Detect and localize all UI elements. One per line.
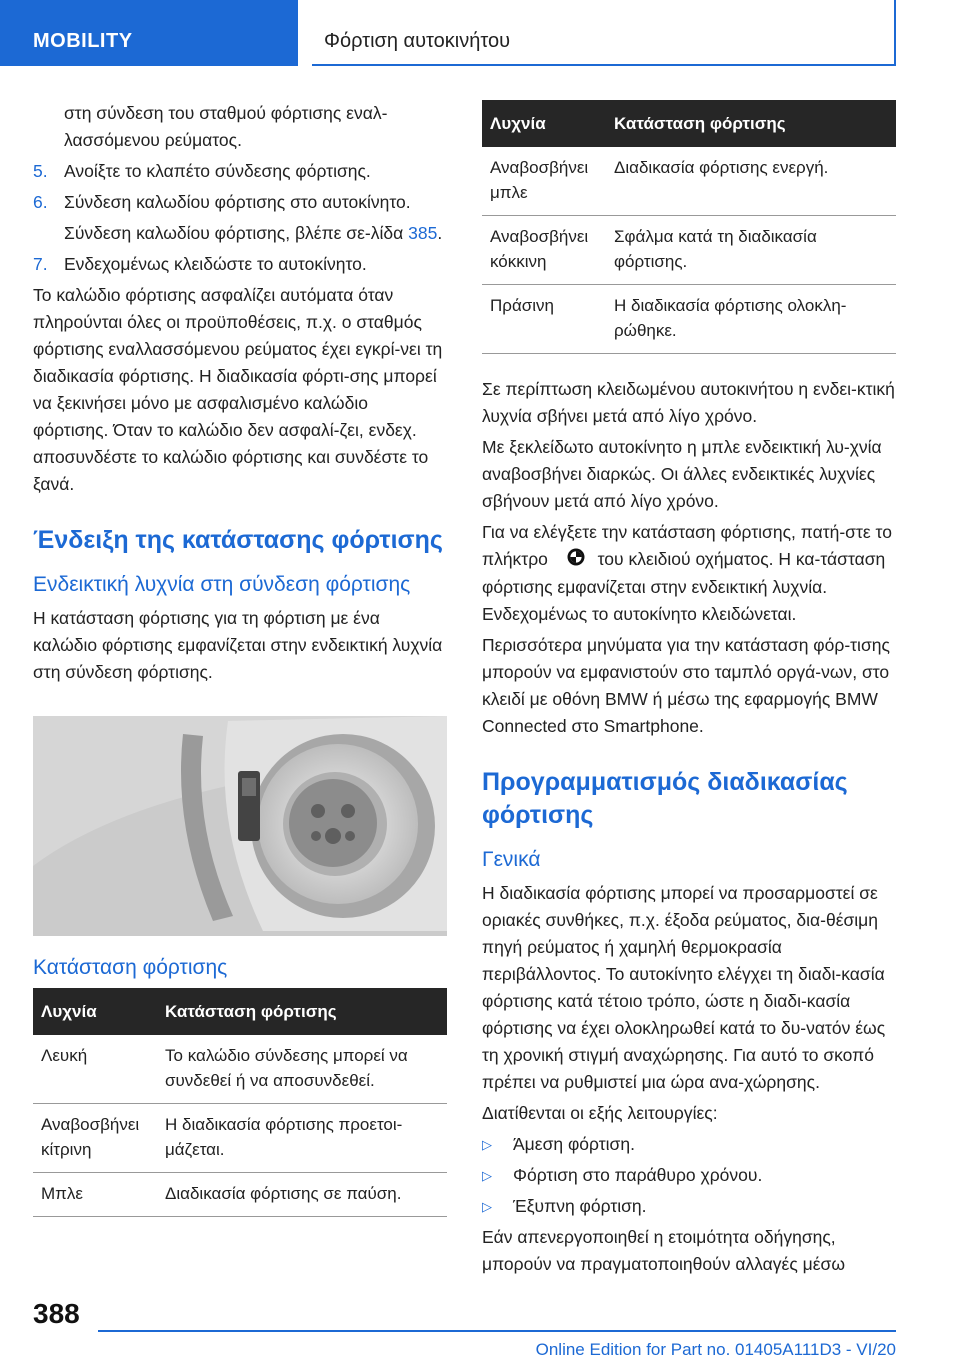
step-text: Ανοίξτε το κλαπέτο σύνδεσης φόρτισης. [64, 161, 371, 181]
table-row [33, 1173, 447, 1217]
list-item [482, 1193, 896, 1220]
bullet-triangle-icon: ▷ [482, 1198, 492, 1214]
lamp-cell: Μπλε [33, 1173, 157, 1217]
status-table-part1 [33, 988, 447, 1217]
section-tab: MOBILITY [0, 0, 298, 66]
table-row [33, 1104, 447, 1173]
right-column [482, 100, 896, 1282]
check-status-text-cont: του κλειδιού οχήματος. Η κα-τάσταση φόρτισης εμφανίζεται στην ενδεικτική λυχνία. Ενδεχομένως το αυτοκίνητο κλειδώνεται. [482, 549, 886, 624]
state-cell: Το καλώδιο σύνδεσης μπορεί να συνδεθεί ή να αποσυνδεθεί. [157, 1035, 447, 1104]
lamp-cell: Πράσινη [482, 285, 606, 354]
edition-note: Online Edition for Part no. 01405A111D3 - VI/20 [535, 1340, 896, 1359]
reference-text: Σύνδεση καλωδίου φόρτισης, βλέπε σε-λίδα [64, 223, 409, 243]
step-number: 7. [33, 254, 48, 274]
check-status-text: Για να ελέγξετε την κατάσταση φόρτισης, πατή-στε το πλήκτρο [482, 522, 892, 569]
left-column [33, 100, 447, 1217]
state-cell: Σφάλμα κατά τη διαδικασία φόρτισης. [606, 216, 896, 285]
step-number: 5. [33, 161, 48, 181]
paragraph-unlocked: Με ξεκλείδωτο αυτοκίνητο η μπλε ενδεικτική λυ-χνία αναβοσβήνει διαρκώς. Οι άλλες ενδεικτικές λυχνίες σβήνουν μετά από λίγο χρόνο. [482, 437, 882, 511]
paragraph-locked: Σε περίπτωση κλειδωμένου αυτοκινήτου η ενδει-κτική λυχνία σβήνει μετά από λίγο χρόνο. [482, 379, 895, 426]
paragraph-cable-lock: Το καλώδιο φόρτισης ασφαλίζει αυτόματα όταν πληρούνται όλες οι προϋποθέσεις, π.χ. ο σταθμός φόρτισης εναλλασσόμενου ρεύματος έχει εγκρί-νει τη διαδικασία φόρτισης. Η διαδικασία φόρτι-σης μπορεί να ξεκινήσει μόνο με ασφαλισμένο καλώδιο φόρτισης. Όταν το καλώδιο δεν ασφαλί-ζει, ενδεχ. αποσυνδέστε το καλώδιο φόρτισης και συνδέστε το ξανά. [33, 285, 443, 494]
paragraph-indicator: Η κατάσταση φόρτισης για τη φόρτιση με ένα καλώδιο φόρτισης εμφανίζεται στην ενδεικτική λυχνία στη σύνδεση φόρτισης. [33, 608, 443, 682]
paragraph-more-messages: Περισσότερα μηνύματα για την κατάσταση φόρ-τισης μπορούν να εμφανιστούν στο ταμπλό οργά-νων, στο κλειδί με οθόνη BMW ή μέσω της εφαρμογής BMW Connected στο Smartphone. [482, 634, 890, 736]
list-item [482, 1162, 896, 1189]
step-7 [33, 251, 447, 278]
step-6-reference [33, 220, 447, 247]
state-cell: Η διαδικασία φόρτισης προετοι-μάζεται. [157, 1104, 447, 1173]
bullet-triangle-icon: ▷ [482, 1136, 492, 1152]
page-number: 388 [33, 1298, 80, 1329]
status-table-part2 [482, 100, 896, 354]
list-item-text: Φόρτιση στο παράθυρο χρόνου. [513, 1164, 763, 1185]
reference-end: . [437, 223, 443, 243]
page-header [0, 0, 960, 66]
list-item-text: Έξυπνη φόρτιση. [513, 1195, 647, 1216]
step-5 [33, 158, 447, 185]
list-item-text: Άμεση φόρτιση. [513, 1133, 635, 1154]
step-text: Σύνδεση καλωδίου φόρτισης στο αυτοκίνητο. [64, 192, 411, 212]
paragraph-general: Η διαδικασία φόρτισης μπορεί να προσαρμοστεί σε οριακές συνθήκες, π.χ. έξοδα ρεύματος, δια-θέσιμη πηγή ρεύματος ή χαμηλή θερμοκρασία περιβάλλοντος. Το αυτοκίνητο ελέγχει τη διαδι-κασία φόρτισης κατά τέτοιο τρόπο, ώστε η διαδι-κασία φόρτισης να έχει ολοκληρωθεί κατά το δυ-νατόν έως τη χρονική στιγμή αναχώρησης. Για αυτό το σκοπό πρέπει να ρυθμιστεί μια ώρα ανα-χώρησης. [482, 882, 886, 1092]
table-row [482, 147, 896, 216]
list-item [482, 1131, 896, 1158]
heading-charging-schedule: Προγραμματισμός διαδικασίας φόρτισης [482, 767, 848, 829]
charging-port-photo [33, 716, 447, 936]
step-number: 6. [33, 192, 48, 212]
table-row [482, 285, 896, 354]
subheading-status-table: Κατάσταση φόρτισης [33, 956, 228, 979]
state-cell: Διαδικασία φόρτισης ενεργή. [606, 147, 896, 216]
bullet-triangle-icon: ▷ [482, 1167, 492, 1183]
col-lamp-header: Λυχνία [33, 988, 157, 1035]
table-row [33, 1035, 447, 1104]
state-cell: Η διαδικασία φόρτισης ολοκλη-ρώθηκε. [606, 285, 896, 354]
paragraph-changes: Εάν απενεργοποιηθεί η ετοιμότητα οδήγησης, μπορούν να πραγματοποιηθούν αλλαγές μέσω [482, 1226, 845, 1274]
lamp-cell: Αναβοσβήνει κίτρινη [33, 1104, 157, 1173]
col-lamp-header: Λυχνία [482, 100, 606, 147]
col-state-header: Κατάσταση φόρτισης [606, 100, 896, 147]
lamp-cell: Αναβοσβήνει κόκκινη [482, 216, 606, 285]
subheading-indicator-lamp: Ενδεικτική λυχνία στη σύνδεση φόρτισης [33, 573, 411, 596]
footer-divider [98, 1330, 896, 1332]
col-state-header: Κατάσταση φόρτισης [157, 988, 447, 1035]
paragraph-functions: Διατίθενται οι εξής λειτουργίες: [482, 1102, 718, 1123]
step-continuation: στη σύνδεση του σταθμού φόρτισης εναλ-λασσόμενου ρεύματος. [64, 103, 388, 150]
table-row [482, 216, 896, 285]
paragraph-check-status [482, 519, 896, 628]
step-6 [33, 189, 447, 216]
table-header-row [482, 100, 896, 147]
table-header-row [33, 988, 447, 1035]
step-text: Ενδεχομένως κλειδώστε το αυτοκίνητο. [64, 254, 367, 274]
subheading-general: Γενικά [482, 847, 541, 871]
charging-port-illustration [33, 716, 447, 936]
chapter-title: Φόρτιση αυτοκινήτου [312, 0, 896, 66]
heading-charging-status: Ένδειξη της κατάστασης φόρτισης [33, 526, 443, 554]
lamp-cell: Αναβοσβήνει μπλε [482, 147, 606, 216]
state-cell: Διαδικασία φόρτισης σε παύση. [157, 1173, 447, 1217]
lamp-cell: Λευκή [33, 1035, 157, 1104]
page-link-385[interactable]: 385 [408, 223, 438, 243]
bmw-key-button-icon [567, 547, 585, 574]
